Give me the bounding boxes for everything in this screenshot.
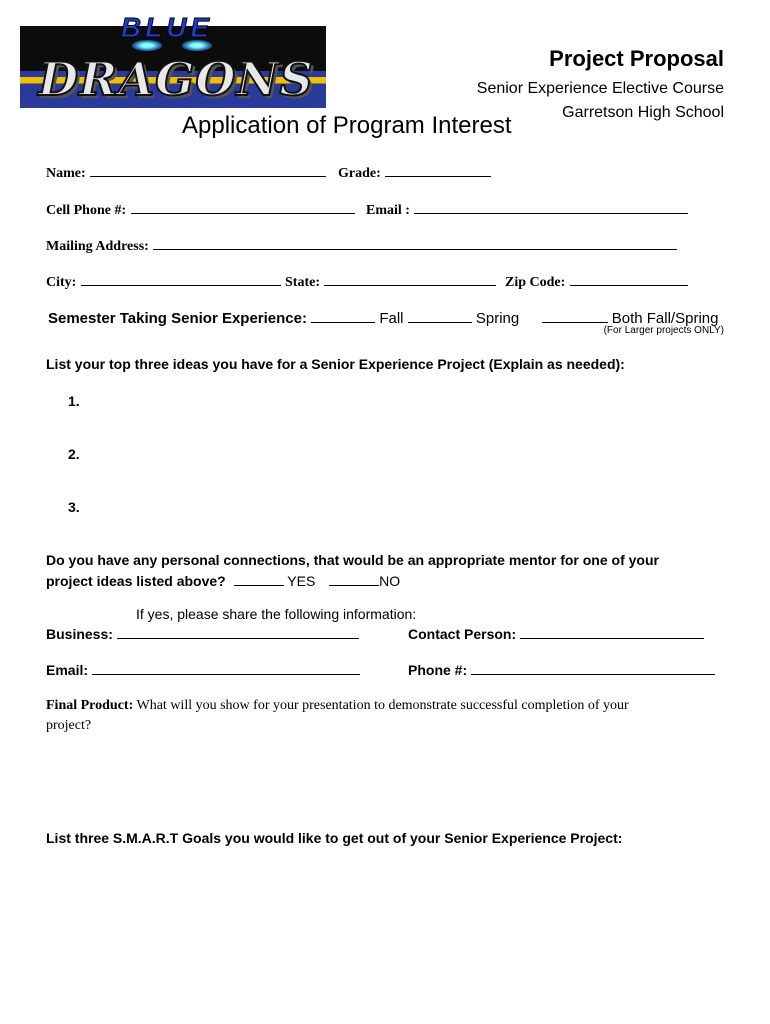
school-logo xyxy=(20,12,326,120)
city-label: City: xyxy=(46,275,77,290)
smart-goals-prompt: List three S.M.A.R.T Goals you would like to get out of your Senior Experience Project: xyxy=(46,830,623,846)
phone-label: Phone #: xyxy=(408,662,468,678)
form-heading: Application of Program Interest xyxy=(182,112,512,139)
state-field[interactable] xyxy=(324,271,496,286)
idea-item-1: 1. xyxy=(68,393,80,409)
mentor-question-line2: project ideas listed above? xyxy=(46,573,226,589)
mailing-address-field[interactable] xyxy=(153,235,677,250)
fall-option: Fall xyxy=(379,310,404,327)
name-field[interactable] xyxy=(90,162,326,177)
fall-checkbox-line[interactable] xyxy=(311,308,375,323)
mentor-email-label: Email: xyxy=(46,662,89,678)
phone-row xyxy=(408,660,715,678)
mentor-no-option: NO xyxy=(379,573,401,589)
city-row xyxy=(46,271,281,291)
final-product-label: Final Product: xyxy=(46,698,134,713)
mentor-yes-line[interactable] xyxy=(234,571,284,586)
phone-field[interactable] xyxy=(471,660,715,675)
email-label: Email : xyxy=(366,203,410,218)
business-label: Business: xyxy=(46,626,113,642)
page-title: Project Proposal xyxy=(549,46,724,71)
mailing-address-label: Mailing Address: xyxy=(46,239,149,254)
mailing-address-row xyxy=(46,235,677,255)
email-field[interactable] xyxy=(414,199,688,214)
ideas-prompt: List your top three ideas you have for a Senior Experience Project (Explain as needed): xyxy=(46,356,625,372)
city-field[interactable] xyxy=(81,271,281,286)
logo-top-text: BLUE xyxy=(120,12,214,43)
business-field[interactable] xyxy=(117,624,359,639)
final-product-block xyxy=(46,696,706,736)
spring-checkbox-line[interactable] xyxy=(408,308,472,323)
final-product-text-line2: project? xyxy=(46,718,92,733)
name-row xyxy=(46,162,326,182)
zip-label: Zip Code: xyxy=(505,275,566,290)
state-label: State: xyxy=(285,275,320,290)
mentor-no-line[interactable] xyxy=(329,571,379,586)
grade-label: Grade: xyxy=(338,166,381,181)
idea-item-2: 2. xyxy=(68,446,80,462)
business-row xyxy=(46,624,359,642)
cell-phone-label: Cell Phone #: xyxy=(46,203,127,218)
mentor-email-field[interactable] xyxy=(92,660,360,675)
course-name: Senior Experience Elective Course xyxy=(476,80,724,97)
semester-label: Semester Taking Senior Experience: xyxy=(48,310,307,327)
mentor-question-line1: Do you have any personal connections, that would be an appropriate mentor for one of your xyxy=(46,552,659,568)
contact-person-label: Contact Person: xyxy=(408,626,517,642)
contact-person-row xyxy=(408,624,704,642)
both-checkbox-line[interactable] xyxy=(542,308,608,323)
school-name: Garretson High School xyxy=(562,104,724,121)
idea-item-3: 3. xyxy=(68,499,80,515)
final-product-text-line1: What will you show for your presentation to demonstrate successful completion of your xyxy=(136,698,629,713)
name-label: Name: xyxy=(46,166,86,181)
mentor-email-row xyxy=(46,660,360,678)
state-row xyxy=(285,271,496,291)
zip-row xyxy=(505,271,688,291)
mentor-question-line2-row xyxy=(46,571,400,589)
both-option: Both Fall/Spring xyxy=(611,310,719,327)
contact-person-field[interactable] xyxy=(520,624,704,639)
semester-note: (For Larger projects ONLY) xyxy=(603,325,724,336)
grade-row xyxy=(338,162,491,182)
cell-phone-field[interactable] xyxy=(131,199,355,214)
mentor-share-note: If yes, please share the following information: xyxy=(136,606,417,622)
spring-option: Spring xyxy=(475,310,520,327)
cell-phone-row xyxy=(46,199,355,219)
mentor-yes-option: YES xyxy=(287,573,316,589)
logo-main-text: DRAGONS xyxy=(38,52,314,106)
email-row xyxy=(366,199,688,219)
zip-field[interactable] xyxy=(570,271,688,286)
grade-field[interactable] xyxy=(385,162,491,177)
